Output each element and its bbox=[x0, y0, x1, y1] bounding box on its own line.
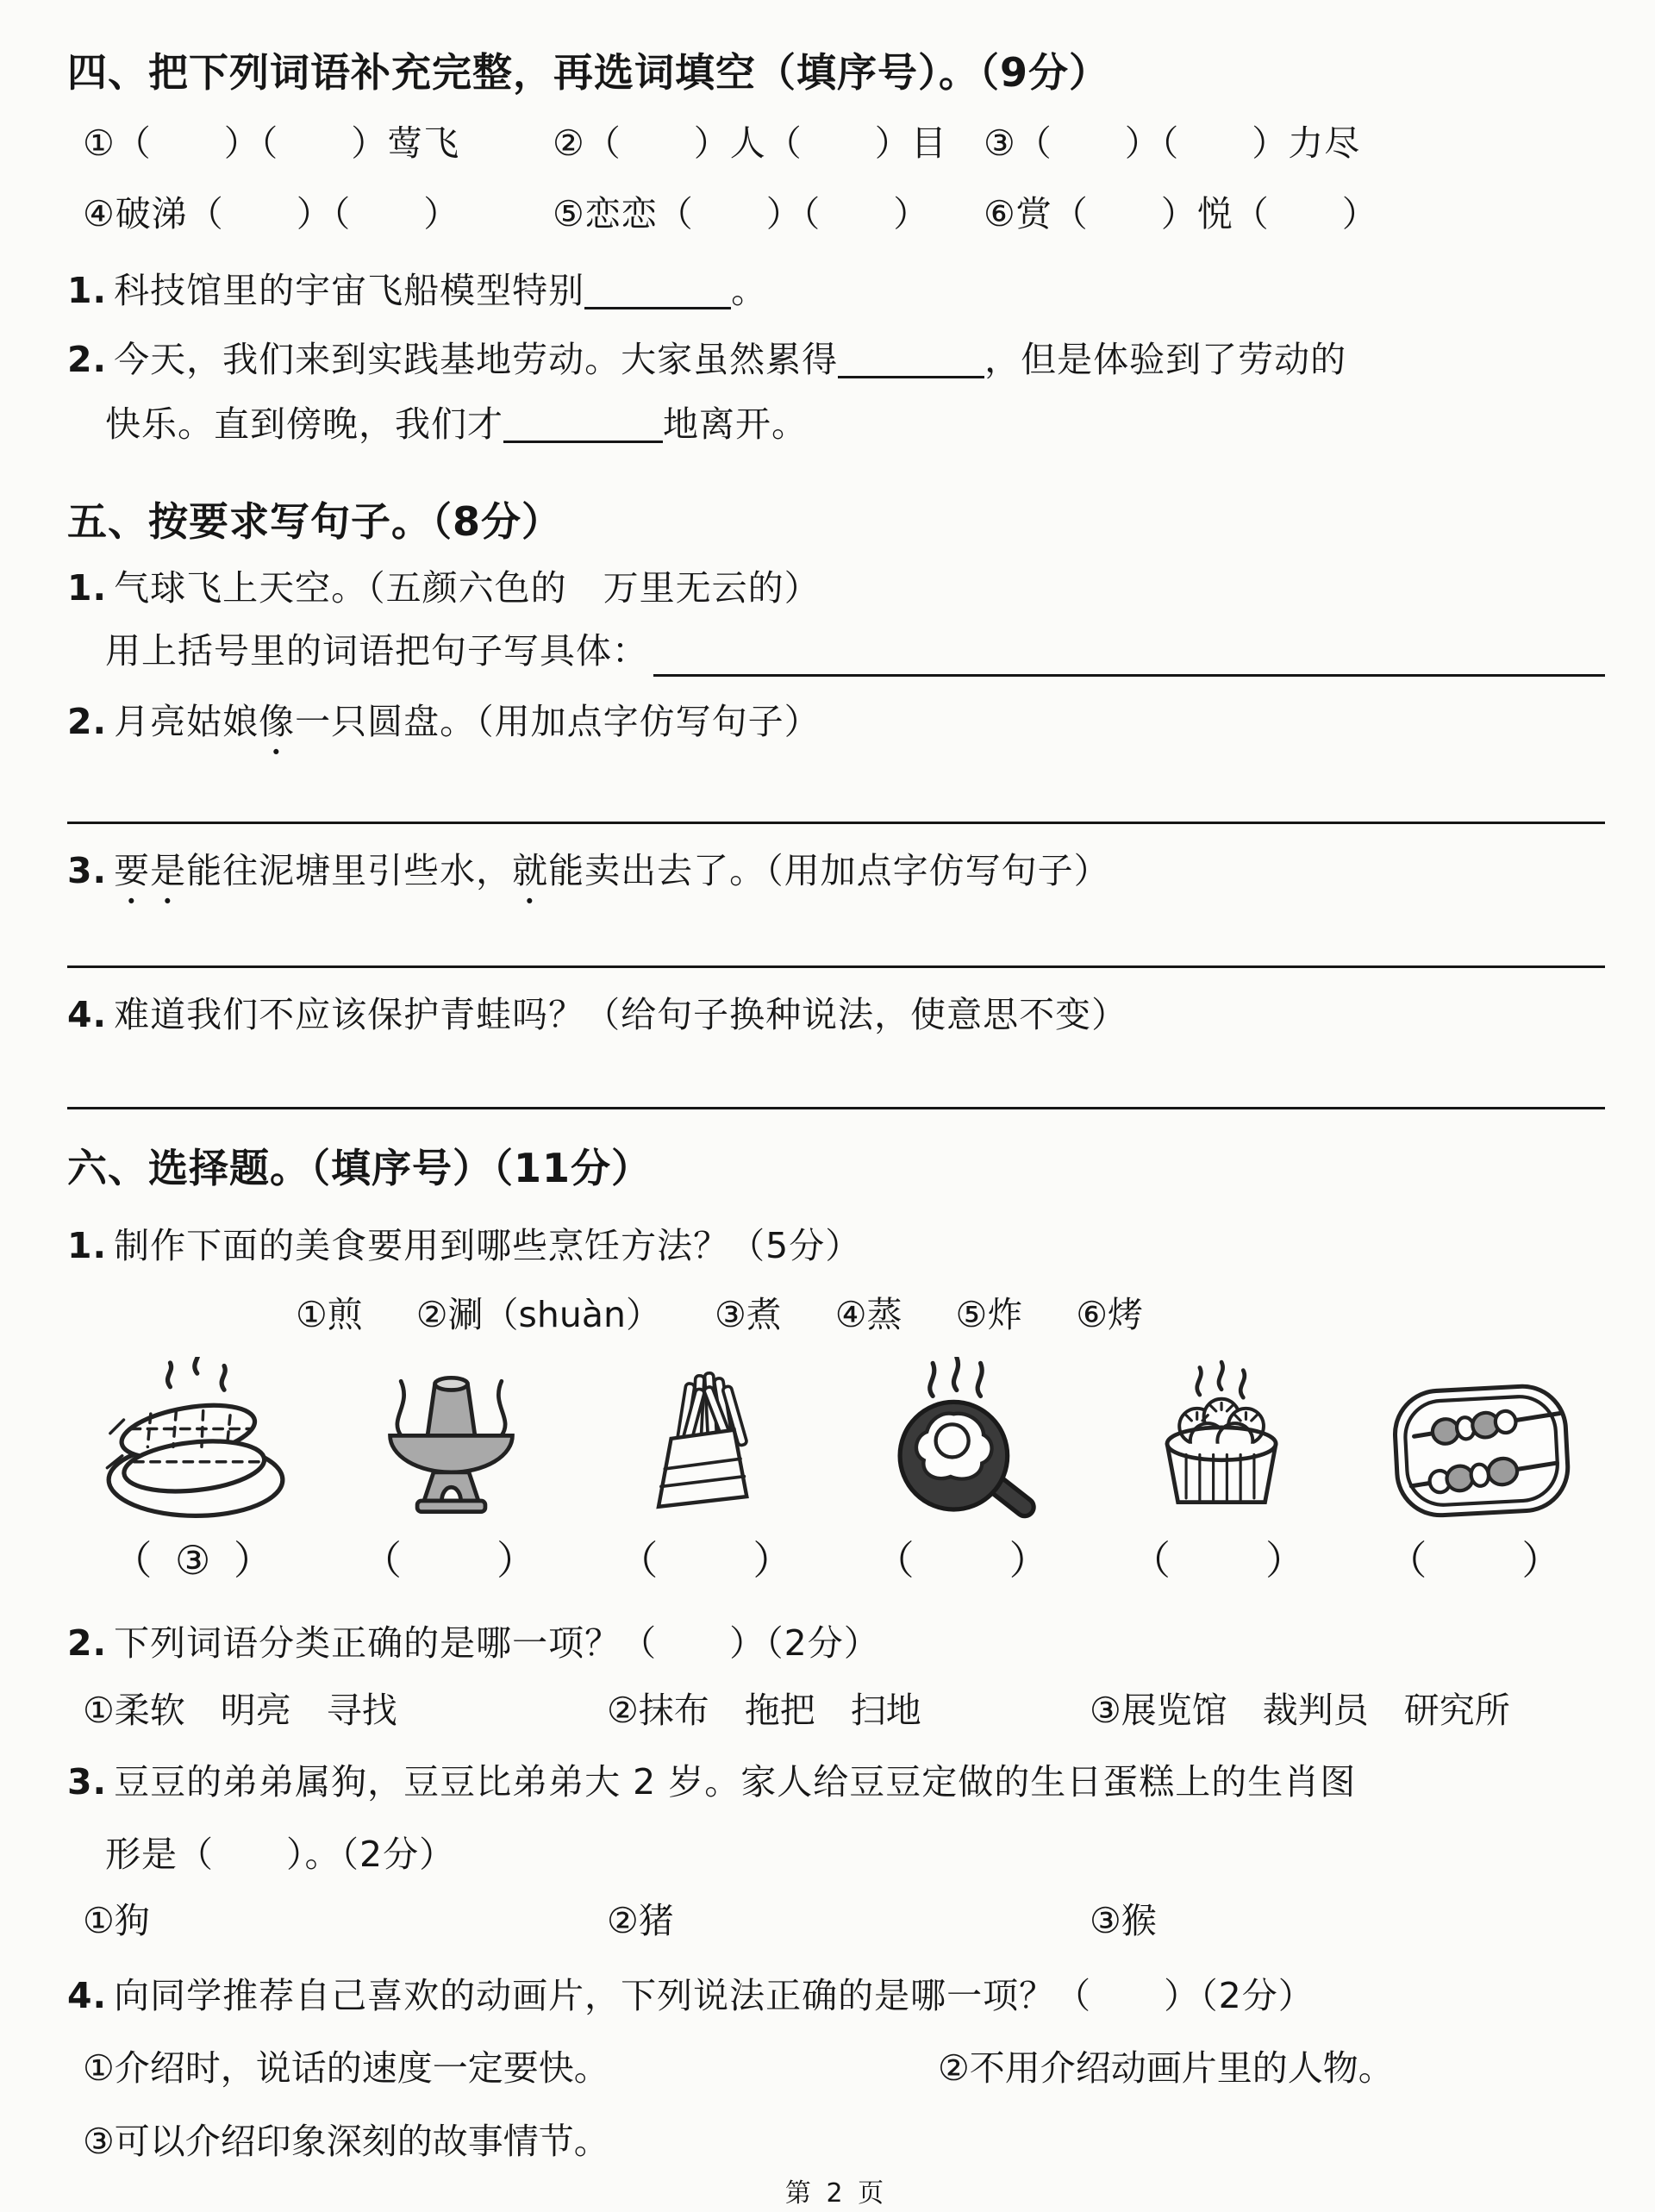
section5-question-4 bbox=[67, 990, 1605, 1040]
food-answers-row bbox=[67, 1533, 1605, 1588]
answer-blank bbox=[584, 272, 731, 309]
answer-bracket-1: （ ③ ） bbox=[112, 1537, 278, 1584]
option-2: ②不用介绍动画片里的人物。 bbox=[938, 2046, 1394, 2089]
question-text: 科技馆里的宇宙飞船模型特别 bbox=[114, 270, 585, 312]
section6-question-3-line2 bbox=[67, 1830, 1605, 1879]
section5-question-3 bbox=[67, 847, 1605, 912]
word-completion-row-1 bbox=[83, 119, 1605, 168]
word-item-3: ③（ ）（ ）力尽 bbox=[984, 122, 1361, 165]
question-number: 3. bbox=[67, 1761, 108, 1803]
section-five-title: 五、按要求写句子。（8分） bbox=[67, 498, 563, 546]
hotpot-image bbox=[363, 1357, 540, 1529]
section-six-title: 六、选择题。（填序号）（11分） bbox=[67, 1144, 653, 1191]
question-text: 豆豆的弟弟属狗，豆豆比弟弟大 2 岁。家人给豆豆定做的生日蛋糕上的生肖图 bbox=[114, 1761, 1357, 1803]
option-1: ①狗 bbox=[83, 1900, 150, 1942]
page-number: 第 2 页 bbox=[784, 2178, 888, 2209]
question-text: 制作下面的美食要用到哪些烹饪方法？（5分） bbox=[114, 1225, 862, 1267]
question-text: 月亮姑娘 bbox=[114, 700, 259, 742]
word-item-4: ④破涕（ ）（ ） bbox=[83, 192, 460, 234]
option-3: ③展览馆 裁判员 研究所 bbox=[1090, 1689, 1510, 1731]
section5-question-2 bbox=[67, 697, 1605, 763]
question-number: 1. bbox=[67, 566, 108, 609]
answer-blank bbox=[503, 406, 663, 443]
question-text: 下列词语分类正确的是哪一项？（ ）（2分） bbox=[114, 1622, 880, 1665]
method-option-1: ①煎 bbox=[296, 1293, 363, 1335]
section6-question-1 bbox=[67, 1222, 1605, 1271]
question-text: 地离开。 bbox=[663, 403, 808, 445]
question-text: 能往泥塘里引些水， bbox=[186, 849, 513, 891]
option-2: ②猪 bbox=[607, 1900, 674, 1942]
option-1: ①柔软 明亮 寻找 bbox=[83, 1689, 397, 1731]
word-completion-row-2 bbox=[83, 190, 1605, 239]
question-text-end: 。 bbox=[731, 270, 768, 312]
section6-question-4 bbox=[67, 1971, 1605, 2021]
answer-line bbox=[653, 640, 1605, 677]
question-text: 向同学推荐自己喜欢的动画片，下列说法正确的是哪一项？（ ）（2分） bbox=[114, 1975, 1315, 2017]
steamed-buns-image bbox=[1132, 1357, 1308, 1529]
fried-egg-pan-image bbox=[867, 1357, 1061, 1529]
answer-line bbox=[67, 820, 1605, 824]
section6-question-3-options bbox=[83, 1896, 1605, 1946]
answer-line bbox=[67, 964, 1605, 968]
section6-question-2 bbox=[67, 1619, 1605, 1668]
method-option-6: ⑥烤 bbox=[1076, 1293, 1144, 1335]
dotted-characters: 要是 bbox=[114, 849, 187, 891]
answer-bracket-3: （ ） bbox=[618, 1537, 798, 1584]
food-images-row bbox=[67, 1357, 1605, 1529]
question-text: ，但是体验到了劳动的 bbox=[984, 338, 1347, 380]
answer-bracket-4: （ ） bbox=[874, 1537, 1054, 1584]
question-number: 4. bbox=[67, 1975, 108, 2017]
question-number: 1. bbox=[67, 270, 108, 312]
section6-question-4-options-row1 bbox=[83, 2044, 1605, 2093]
answer-bracket-5: （ ） bbox=[1130, 1537, 1310, 1584]
option-3: ③可以介绍印象深刻的故事情节。 bbox=[83, 2121, 609, 2163]
question-text: 快乐。直到傍晚，我们才 bbox=[105, 403, 503, 445]
cooking-methods-row bbox=[296, 1290, 1605, 1340]
question-number: 2. bbox=[67, 338, 108, 380]
word-item-6: ⑥赏（ ）悦（ ） bbox=[984, 192, 1378, 234]
section6-question-2-options bbox=[83, 1686, 1605, 1735]
method-option-4: ④蒸 bbox=[834, 1293, 902, 1335]
section5-question-1 bbox=[67, 564, 1605, 613]
question-text: 形是（ ）。（2分） bbox=[105, 1833, 456, 1875]
option-3: ③猴 bbox=[1090, 1900, 1157, 1942]
answer-bracket-2: （ ） bbox=[361, 1537, 541, 1584]
question-text: 一只圆盘。（用加点字仿写句子） bbox=[295, 700, 821, 742]
section4-question-1 bbox=[67, 266, 1605, 316]
word-item-5: ⑤恋恋（ ）（ ） bbox=[553, 192, 930, 234]
word-item-1: ①（ ）（ ）莺飞 bbox=[83, 122, 460, 165]
french-fries-image bbox=[626, 1357, 790, 1529]
section4-question-2-line2 bbox=[67, 400, 1605, 449]
prompt-text: 用上括号里的词语把句子写具体： bbox=[105, 630, 648, 672]
section5-question-1-prompt bbox=[67, 627, 1605, 676]
question-number: 3. bbox=[67, 849, 108, 891]
question-number: 2. bbox=[67, 1622, 108, 1665]
corn-plate-image bbox=[71, 1357, 321, 1529]
word-item-2: ②（ ）人（ ）目 bbox=[553, 122, 947, 165]
method-option-2: ②涮（shuàn） bbox=[415, 1293, 661, 1335]
answer-line bbox=[67, 1105, 1605, 1109]
question-text: 能卖出去了。（用加点字仿写句子） bbox=[548, 849, 1110, 891]
dotted-character: 像 bbox=[259, 700, 296, 742]
question-text: 气球飞上天空。（五颜六色的 万里无云的） bbox=[114, 566, 821, 609]
question-number: 4. bbox=[67, 993, 108, 1035]
method-option-3: ③煮 bbox=[714, 1293, 782, 1335]
question-number: 1. bbox=[67, 1225, 108, 1267]
section4-question-2-line1 bbox=[67, 335, 1605, 384]
question-text: 难道我们不应该保护青蛙吗？（给句子换种说法，使意思不变） bbox=[114, 993, 1128, 1035]
answer-bracket-6: （ ） bbox=[1387, 1537, 1567, 1584]
section6-question-4-options-row2 bbox=[83, 2117, 1605, 2166]
section6-question-3-line1 bbox=[67, 1758, 1605, 1807]
option-2: ②抹布 拖把 扫地 bbox=[607, 1689, 921, 1731]
skewers-image bbox=[1376, 1357, 1578, 1529]
dotted-character: 就 bbox=[512, 849, 549, 891]
question-text: 今天，我们来到实践基地劳动。大家虽然累得 bbox=[114, 338, 839, 380]
answer-blank bbox=[838, 341, 984, 378]
section-four-title: 四、把下列词语补充完整，再选词填空（填序号）。（9分） bbox=[67, 49, 1110, 96]
method-option-5: ⑤炸 bbox=[955, 1293, 1023, 1335]
question-number: 2. bbox=[67, 700, 108, 742]
option-1: ①介绍时，说话的速度一定要快。 bbox=[83, 2046, 609, 2089]
